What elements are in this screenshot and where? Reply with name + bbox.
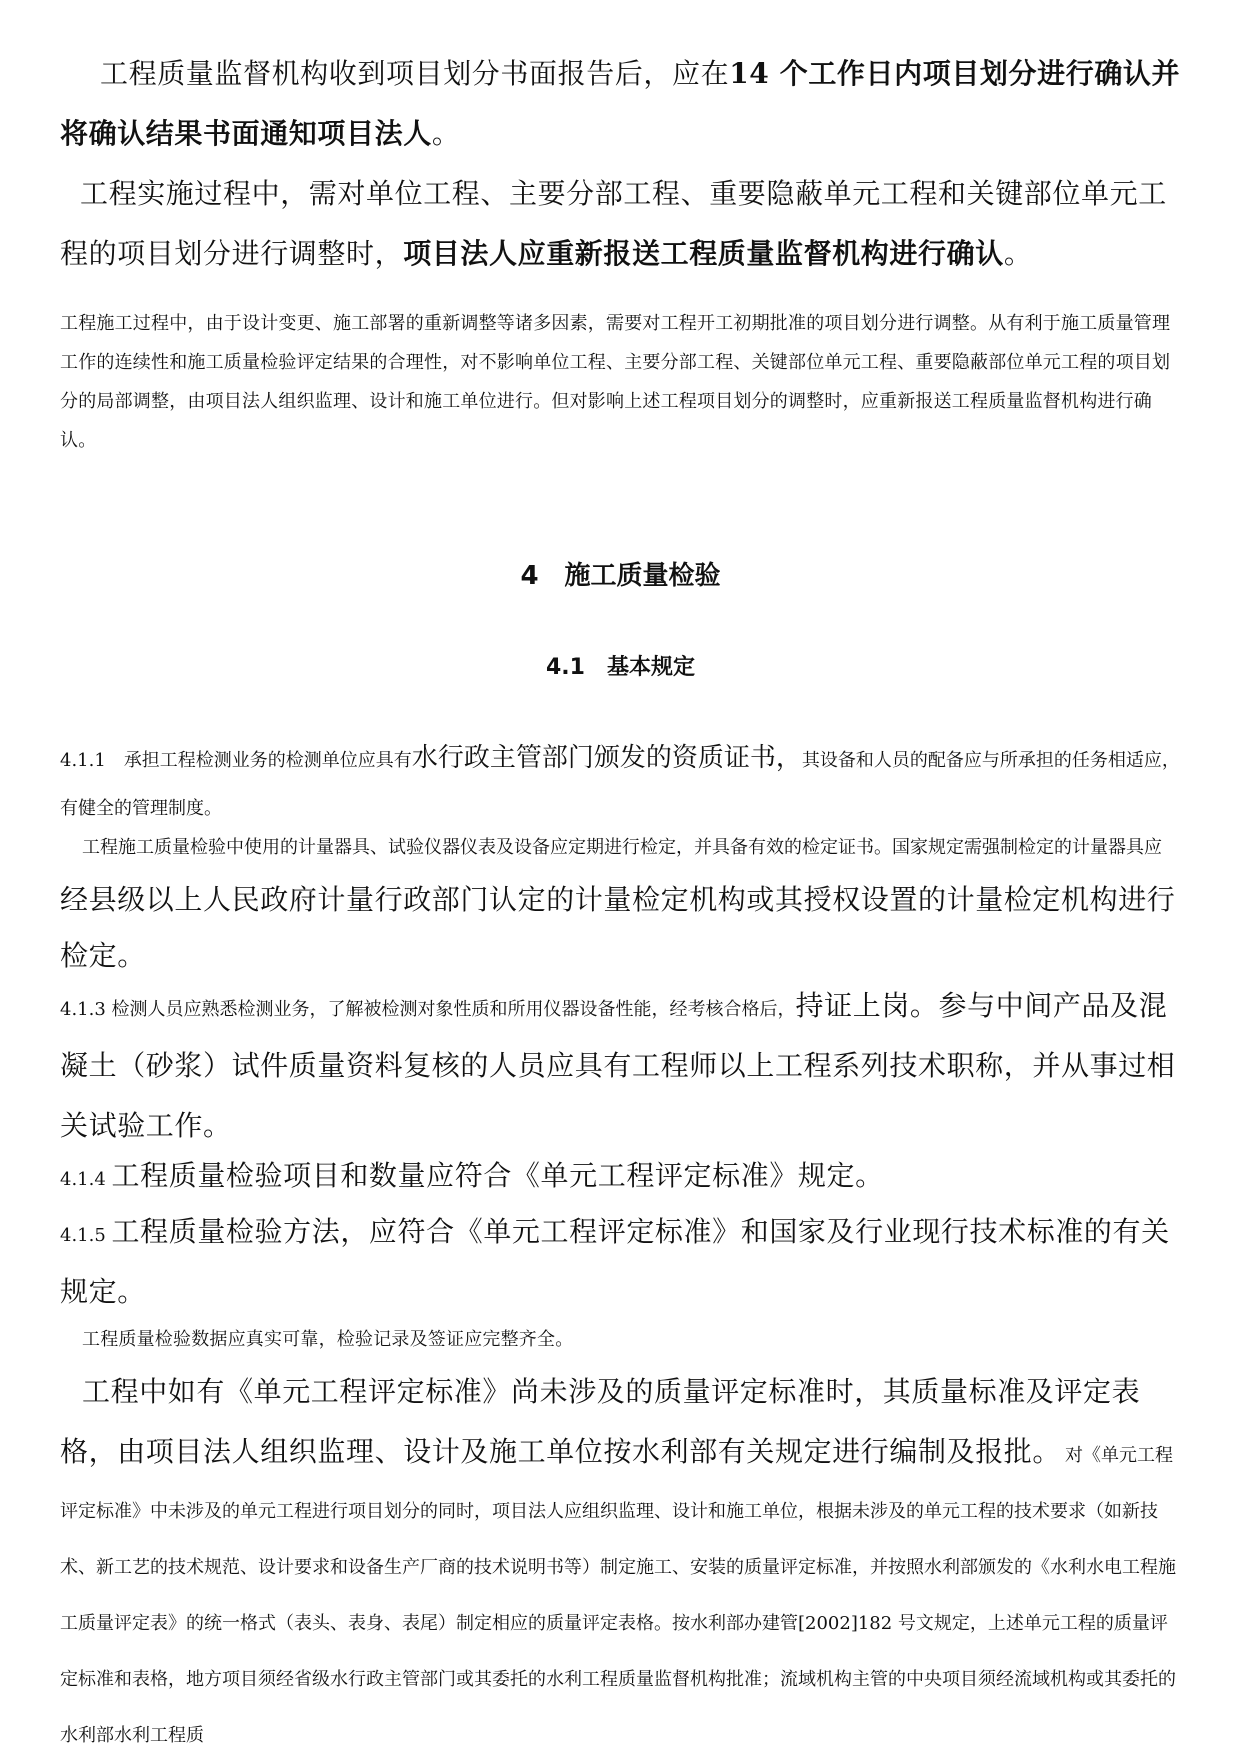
clause-4-1-2 — [60, 822, 1182, 986]
paragraph-explanation: 工程施工过程中，由于设计变更、施工部署的重新调整等诸多因素，需要对工程开工初期批准的项目划分进行调整。从有利于施工质量管理工作的连续性和施工质量检验评定结果的合理性，对不影响单位工程、主要分部工程、关键部位单元工程、重要隐蔽部位单元工程的项目划分的局部调整，由项目法人组织监理、设计和施工单位进行。但对影响上述工程项目划分的调整时，应重新报送工程质量监督机构进行确认。 — [60, 313, 1171, 451]
clause-4-1-5 — [60, 1204, 1182, 1324]
clause-text: 检测人员应熟悉检测业务，了解被检测对象性质和所用仪器设备性能，经考核合格后， — [111, 999, 796, 1020]
clause-4-1-3 — [60, 978, 1182, 1158]
clause-text: 工程施工质量检验中使用的计量器具、试验仪器仪表及设备应定期进行检定，并具备有效的检定证书。国家规定需强制检定的计量器具应 — [82, 837, 1162, 858]
clause-text-large: 工程质量检验方法，应符合《单元工程评定标准》和国家及行业现行技术标准的有关规定。 — [60, 1215, 1170, 1308]
emphasis-text: 14 个工作日内项目划分进行确认并将确认结果书面通知项目法人 — [60, 57, 1181, 150]
clause-number: 4.1.5 — [60, 1225, 112, 1246]
clause-number: 4.1.3 — [60, 999, 112, 1020]
clause-number: 4.1.4 — [60, 1169, 112, 1190]
paragraph-confirmation-deadline — [60, 44, 1182, 164]
clause-text-large: 持证上岗。参与中间产品及混凝土（砂浆）试件质量资料复核的人员应具有工程师以上工程系列技术职称，并从事过相关试验工作。 — [60, 989, 1176, 1142]
subsection-heading: 4.1 基本规定 — [546, 655, 695, 680]
section-heading: 4 施工质量检验 — [520, 561, 721, 591]
paragraph-text: 。 — [1003, 237, 1033, 270]
clause-text-large: 水行政主管部门颁发的资质证书， — [411, 743, 802, 773]
emphasis-text: 项目法人应重新报送工程质量监督机构进行确认 — [403, 237, 1004, 270]
clause-4-1-4 — [60, 1148, 1182, 1208]
clause-text: 对《单元工程评定标准》中未涉及的单元工程进行项目划分的同时，项目法人应组织监理、设计和施工单位，根据未涉及的单元工程的技术要求（如新技术、新工艺的技术规范、设计要求和设备生产厂商的技术说明书等）制定施工、安装的质量评定标准，并按照水利部颁发的《水利水电工程施工质量评定表》的统一格式（表头、表身、表尾）制定相应的质量评定表格。按水利部办建管[2002]182 号文规定，上述单元工程的质量评定标准和表格，地方项目须经省级水行政主管部门或其委托的水利工程质量监督机构批准；流域机构主管的中央项目须经流域机构或其委托的水利部水利工程质 — [60, 1445, 1176, 1746]
paragraph-text: 工程质量监督机构收到项目划分书面报告后，应在 — [100, 57, 730, 90]
clause-4-1-7 — [60, 1364, 1182, 1764]
paragraph-text: 工程实施过程中，需对单位工程、主要分部工程、重要隐蔽单元工程和关键部位单元工程的项目划分进行调整时， — [60, 177, 1167, 270]
clause-gap — [1047, 1445, 1065, 1466]
paragraph-adjustment-rule — [60, 164, 1182, 284]
paragraph-text: 。 — [431, 117, 461, 150]
clause-text: 承担工程检测业务的检测单位应具有 — [123, 750, 412, 771]
clause-text-large: 工程质量检验项目和数量应符合《单元工程评定标准》规定。 — [111, 1159, 884, 1192]
clause-text: 其设备和人员的配备应与所承担的任务相适应，有健全的管理制度。 — [60, 750, 1180, 819]
clause-4-1-6: 工程质量检验数据应真实可靠，检验记录及签证应完整齐全。 — [82, 1329, 574, 1350]
clause-4-1-1 — [60, 734, 1182, 833]
clause-number: 4.1.1 — [60, 750, 124, 771]
clause-text-large: 经县级以上人民政府计量行政部门认定的计量检定机构或其授权设置的计量检定机构进行检定。 — [60, 883, 1176, 972]
clause-text-large: 工程中如有《单元工程评定标准》尚未涉及的质量评定标准时，其质量标准及评定表格，由项目法人组织监理、设计及施工单位按水利部有关规定进行编制及报批。 — [60, 1375, 1141, 1468]
